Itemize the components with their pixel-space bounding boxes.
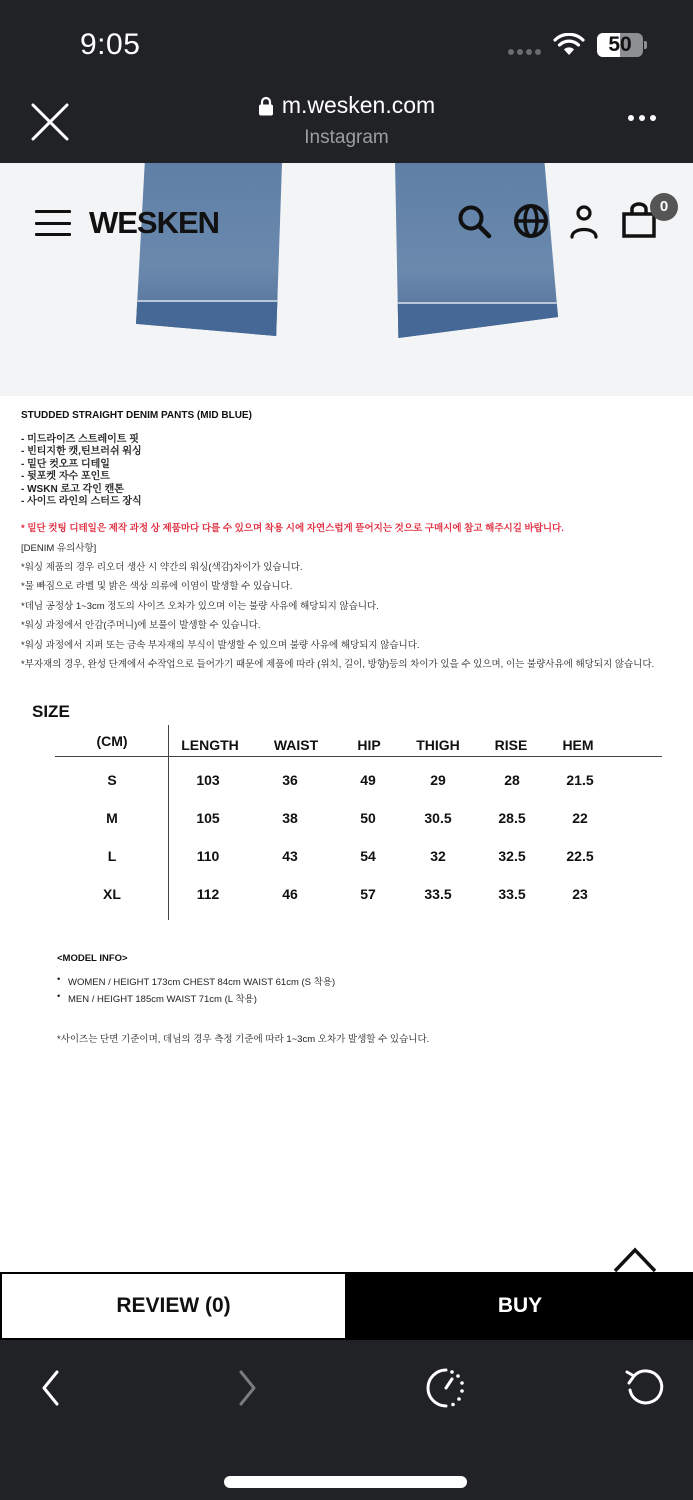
size-table [55,725,662,920]
table-cell: 46 [282,886,298,902]
table-cell: 21.5 [566,772,594,788]
user-icon[interactable] [564,201,604,241]
battery-tip [644,41,647,49]
model-info-title: <MODEL INFO> [57,953,128,964]
denim-care-notes [21,559,654,675]
product-description [21,410,681,670]
column-header: WAIST [273,737,319,753]
address-bar[interactable] [0,92,693,149]
wifi-icon [553,33,585,57]
table-cell: 105 [196,810,220,826]
menu-icon[interactable] [35,210,71,236]
size-label: M [106,810,118,826]
size-label: L [107,848,117,864]
table-divider-vertical [168,725,169,920]
home-indicator[interactable] [224,1476,467,1488]
model-info-item: • MEN / HEIGHT 185cm WAIST 71cm (L 착용) [57,991,335,1008]
table-cell: 49 [360,772,376,788]
table-cell: 110 [196,848,220,864]
more-icon[interactable] [628,115,656,121]
care-note: *물 빠짐으로 라벨 및 밝은 색상 의류에 이염이 발생할 수 있습니다. [21,581,293,593]
table-cell: 28 [504,772,520,788]
column-header: HIP [357,737,381,753]
care-note: *부자재의 경우, 완성 단계에서 수작업으로 들어가기 때문에 제품에 따라 (위치, 길이, 방향)등의 차이가 있을 수 있으며, 이는 불량사유에 해당되지 않습니다. [21,658,655,670]
table-cell: 32 [430,848,446,864]
table-divider-horizontal [55,756,662,757]
scroll-to-top-icon[interactable] [612,1244,658,1272]
table-cell: 23 [572,886,588,902]
size-label: XL [103,886,121,902]
column-header: LENGTH [181,737,239,753]
model-info-item: • WOMEN / HEIGHT 173cm CHEST 84cm WAIST 61cm (S 착용) [57,974,335,991]
table-cell: 112 [196,886,220,902]
table-cell: 38 [282,810,298,826]
denim-care-title: [DENIM 유의사항] [21,543,97,554]
model-info [57,953,335,1008]
table-cell: 30.5 [424,810,452,826]
product-title: STUDDED STRAIGHT DENIM PANTS (MID BLUE) [21,410,252,421]
status-time: 9:05 [80,28,141,61]
feature-item: - WSKN 로고 각인 캔톤 [21,483,124,495]
action-bar [0,1272,693,1340]
cart-count-badge: 0 [650,193,678,221]
size-measure-note: *사이즈는 단면 기준이며, 데님의 경우 측정 기준에 따라 1~3cm 오차가 발생할 수 있습니다. [57,1034,430,1045]
size-title: SIZE [32,702,70,721]
cellular-signal-icon [508,49,541,55]
table-cell: 32.5 [498,848,526,864]
lock-icon [258,96,274,116]
brand-logo[interactable]: WESKEN [89,205,220,240]
review-button[interactable]: REVIEW (0) [2,1274,345,1338]
browser-top-bar [0,0,693,163]
table-cell: 33.5 [424,886,452,902]
url-text: m.wesken.com [281,92,436,118]
table-cell: 57 [360,886,376,902]
hem-cut-notice: * 밑단 컷팅 디테일은 제작 과정 상 제품마다 다를 수 있으며 착용 시에 자연스럽게 뜯어지는 것으로 구매시에 참고 해주시길 바랍니다. [21,523,564,534]
source-label: Instagram [304,126,389,148]
battery-indicator: 50 [597,33,643,57]
feature-item: - 밑단 컷오프 디테일 [21,458,110,470]
feature-item: - 사이드 라인의 스터드 장식 [21,496,142,508]
column-header: RISE [494,737,528,753]
reload-icon[interactable] [622,1366,666,1410]
care-note: *워싱 제품의 경우 리오더 생산 시 약간의 워싱(색감)차이가 있습니다. [21,562,303,573]
globe-icon[interactable] [511,201,551,241]
size-label: S [107,772,117,788]
table-cell: 22 [572,810,588,826]
table-cell: 29 [430,772,446,788]
feature-item: - 미드라이즈 스트레이트 핏 [21,434,139,445]
table-cell: 54 [360,848,376,864]
buy-button[interactable]: BUY [497,1294,543,1317]
care-note: *데님 공정상 1~3cm 정도의 사이즈 오차가 있으며 이는 불량 사유에 해당되지 않습니다. [21,600,379,612]
search-icon[interactable] [454,201,494,241]
column-header: HEM [562,737,594,753]
table-cell: 36 [282,772,298,788]
table-cell: 22.5 [566,848,594,864]
table-cell: 33.5 [498,886,526,902]
table-cell: 28.5 [498,810,526,826]
unit-header: (CM) [96,733,128,749]
back-icon[interactable] [28,1366,72,1410]
feature-item: - 뒷포켓 자수 포인트 [21,471,110,483]
care-note: *워싱 과정에서 지퍼 또는 금속 부자재의 부식이 발생할 수 있으며 불량 사유에 해당되지 않습니다. [21,639,420,651]
feature-list [21,434,681,508]
feature-item: - 빈티지한 캣,틴브러쉬 워싱 [21,446,142,458]
table-cell: 103 [196,772,220,788]
forward-icon[interactable] [226,1366,270,1410]
table-cell: 50 [360,810,376,826]
table-cell: 43 [282,848,298,864]
care-note: *워싱 과정에서 안감(주머니)에 보풀이 발생할 수 있습니다. [21,620,261,632]
site-header [0,193,693,253]
timer-icon[interactable] [424,1366,468,1410]
column-header: THIGH [416,737,460,753]
